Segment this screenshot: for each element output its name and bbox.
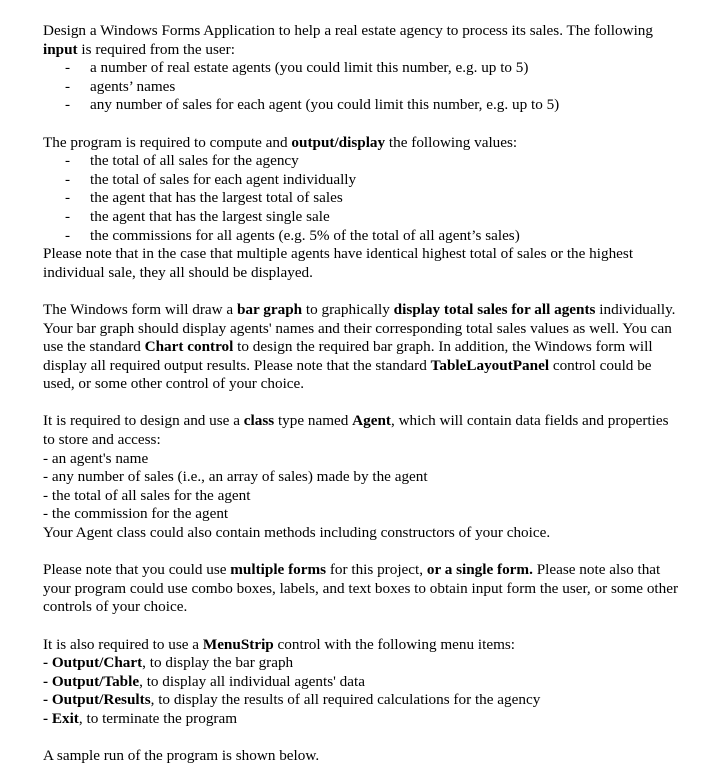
bold-menustrip: MenuStrip xyxy=(202,635,274,653)
text-run: Please note that you could use xyxy=(43,561,231,579)
text-run: Please note also that your program could use combo boxes, labels, and text boxes to obtain input form the user, or some other controls of your choice. xyxy=(43,561,679,616)
text-run: It is required to design and use a xyxy=(43,412,244,430)
intro-bold-input: input xyxy=(43,40,78,58)
bold-multiple-forms: multiple forms xyxy=(230,561,327,579)
text-run: for this project, xyxy=(326,561,427,579)
menu-item-prefix: - xyxy=(43,672,52,690)
text-run: control with the following menu items: xyxy=(273,635,516,653)
paragraph-gap xyxy=(43,115,683,134)
bold-chart-control: Chart control xyxy=(144,338,234,356)
list-item xyxy=(43,96,683,115)
text-run: type named xyxy=(274,412,353,430)
bold-tablelayoutpanel: TableLayoutPanel xyxy=(430,356,550,374)
list-item xyxy=(43,59,683,78)
list-item xyxy=(43,152,683,171)
menu-item-name: Output/Table xyxy=(51,672,140,690)
intro-text: Design a Windows Forms Application to help a real estate agency to process its sales. The following xyxy=(43,22,653,39)
agent-field-line: - any number of sales (i.e., an array of sales) made by the agent xyxy=(43,468,428,486)
bold-class: class xyxy=(243,412,275,430)
text-run: It is also required to use a xyxy=(43,635,203,653)
list-item xyxy=(43,227,683,246)
input-requirements-list xyxy=(43,59,683,115)
paragraph-gap xyxy=(43,729,683,748)
list-item-text: the total of sales for each agent individually xyxy=(90,170,357,188)
bold-display-total: display total sales for all agents xyxy=(393,300,596,318)
list-item-text: the total of all sales for the agency xyxy=(90,152,299,170)
menu-item-desc: , to display all individual agents' data xyxy=(139,672,365,690)
list-item xyxy=(43,78,683,97)
list-item-text: the agent that has the largest single sale xyxy=(90,207,330,225)
bar-graph-paragraph xyxy=(43,301,683,394)
menu-item-prefix: - xyxy=(43,691,52,709)
text-run: to design the required bar graph. In addition, the Windows form will display all required output results. Please note that the standard xyxy=(43,338,653,374)
menu-item-prefix: - xyxy=(43,654,52,672)
bold-agent: Agent xyxy=(352,412,391,430)
list-item-text: the agent that has the largest total of sales xyxy=(90,189,343,207)
agent-field-line: - an agent's name xyxy=(43,449,149,467)
paragraph-gap xyxy=(43,282,683,301)
paragraph-gap xyxy=(43,617,683,636)
text-run: The Windows form will draw a xyxy=(43,300,237,318)
dash-bullet: - xyxy=(65,207,71,225)
list-item-text: the commissions for all agents (e.g. 5% of the total of all agent’s sales) xyxy=(90,226,520,244)
list-item-text: agents’ names xyxy=(90,77,176,95)
forms-paragraph xyxy=(43,561,683,617)
agent-class-paragraph xyxy=(43,412,683,449)
menu-item-name: Output/Results xyxy=(51,691,151,709)
paragraph-gap xyxy=(43,543,683,562)
menustrip-paragraph xyxy=(43,636,683,655)
text-run: to graphically xyxy=(302,300,394,318)
dash-bullet: - xyxy=(65,96,71,114)
dash-bullet: - xyxy=(65,59,71,77)
list-item-text: any number of sales for each agent (you could limit this number, e.g. up to 5) xyxy=(90,96,560,114)
menu-item-line xyxy=(43,673,683,692)
multiple-agents-note: Please note that in the case that multiple agents have identical highest total of sales or the highest individual sale, they all should be displayed. xyxy=(43,245,634,281)
text-run: , which will contain data fields and properties to store and access: xyxy=(43,412,669,449)
output-text-end: the following values: xyxy=(385,133,518,151)
output-text: The program is required to compute and xyxy=(43,133,292,151)
intro-text-end: is required from the user: xyxy=(77,40,235,58)
menu-item-name: Output/Chart xyxy=(51,654,143,672)
menu-item-prefix: - xyxy=(43,709,52,727)
output-requirements-list xyxy=(43,152,683,245)
menu-item-line xyxy=(43,691,683,710)
menu-item-desc: , to terminate the program xyxy=(78,709,238,727)
dash-bullet: - xyxy=(65,77,71,95)
agent-field-line: - the commission for the agent xyxy=(43,505,229,523)
dash-bullet: - xyxy=(65,189,71,207)
menu-item-line xyxy=(43,710,683,729)
agent-field-line: - the total of all sales for the agent xyxy=(43,486,251,504)
menu-item-desc: , to display the results of all required calculations for the agency xyxy=(150,691,541,709)
output-bold: output/display xyxy=(291,133,386,151)
bold-bar-graph: bar graph xyxy=(236,300,303,318)
bold-single-form: or a single form. xyxy=(426,561,533,579)
agent-class-methods-note: Your Agent class could also contain methods including constructors of your choice. xyxy=(43,524,551,542)
list-item-text: a number of real estate agents (you could limit this number, e.g. up to 5) xyxy=(90,59,529,77)
list-item xyxy=(43,208,683,227)
sample-run-note: A sample run of the program is shown below. xyxy=(43,747,320,765)
assignment-document xyxy=(43,22,683,766)
text-run: control could be used, or some other control of your choice. xyxy=(43,356,652,393)
menu-item-line xyxy=(43,654,683,673)
output-paragraph xyxy=(43,134,683,153)
text-run: individually. Your bar graph should display agents' names and their corresponding total sales values as well. You can use the standard xyxy=(43,300,676,356)
menu-item-desc: , to display the bar graph xyxy=(142,654,294,672)
list-item xyxy=(43,189,683,208)
dash-bullet: - xyxy=(65,170,71,188)
paragraph-gap xyxy=(43,394,683,413)
menu-item-name: Exit xyxy=(51,709,79,727)
list-item xyxy=(43,171,683,190)
intro-paragraph xyxy=(43,22,683,59)
dash-bullet: - xyxy=(65,152,71,170)
dash-bullet: - xyxy=(65,226,71,244)
